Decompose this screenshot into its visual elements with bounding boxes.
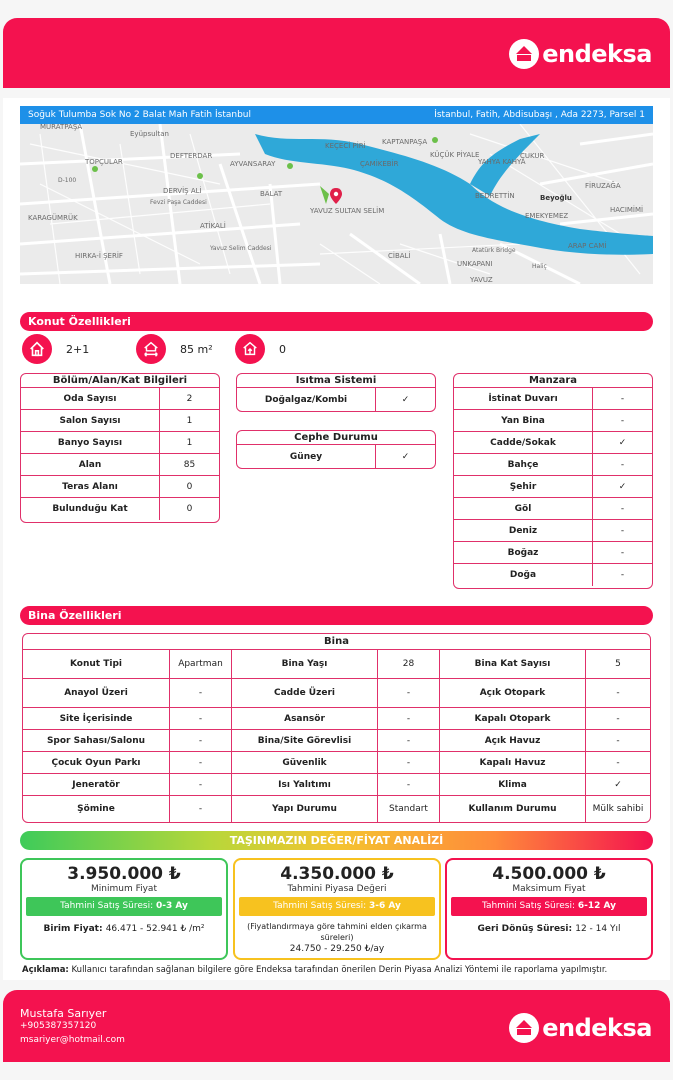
map-label: Fevzi Paşa Caddesi (150, 199, 207, 206)
table-row (454, 454, 652, 476)
table-row (454, 520, 652, 542)
table-row (454, 542, 652, 564)
table-row (237, 388, 435, 411)
cell-value: Standart (378, 796, 440, 822)
konut-section-title: Konut Özellikleri (20, 312, 653, 331)
cell-key: Cadde Üzeri (232, 679, 378, 707)
market-price-box (233, 858, 441, 960)
map-label: Beyoğlu (540, 194, 572, 202)
row-key: Doğa (454, 564, 593, 586)
map-label: Yavuz Selim Caddesi (210, 245, 272, 252)
row-key: Bahçe (454, 454, 593, 475)
row-value: - (620, 525, 625, 536)
cell-key: Çocuk Oyun Parkı (23, 752, 170, 773)
table-row (23, 708, 650, 730)
cell-value: - (170, 730, 232, 751)
endeksa-logo-footer (509, 1013, 652, 1043)
cell-value: - (170, 796, 232, 822)
check-icon: ✓ (401, 451, 410, 462)
cell-key: Bina Kat Sayısı (440, 650, 586, 678)
area-value: 85 m² (180, 342, 213, 356)
row-value: 85 (183, 459, 196, 470)
manzara-title: Manzara (454, 374, 652, 388)
map-label: Atatürk Bridge (472, 247, 516, 254)
address-text: Soğuk Tulumba Sok No 2 Balat Mah Fatih İstanbul (28, 110, 251, 120)
market-price-label: Tahmini Piyasa Değeri (287, 884, 387, 894)
row-key: Şehir (454, 476, 593, 497)
cell-value: 28 (378, 650, 440, 678)
map-label: CİBALİ (388, 252, 411, 260)
cell-key: Spor Sahası/Salonu (23, 730, 170, 751)
map-label: Haliç (532, 263, 547, 270)
cell-value: Apartman (170, 650, 232, 678)
row-value: - (620, 415, 625, 426)
map-label: ÇAMİKEBİR (360, 160, 399, 168)
agent-email[interactable]: msariyer@hotmail.com (20, 1035, 125, 1045)
map-label: AYVANSARAY (230, 160, 276, 168)
table-row (23, 774, 650, 796)
cell-key: Bina/Site Görevlisi (232, 730, 378, 751)
bina-table (22, 633, 651, 823)
map-label: YAHYA KAHYA (478, 158, 526, 166)
row-value: 1 (186, 415, 193, 426)
cell-key: Yapı Durumu (232, 796, 378, 822)
agent-name: Mustafa Sarıyer (20, 1007, 107, 1020)
row-key: Teras Alanı (21, 476, 160, 497)
market-sale-duration: Tahmini Satış Süresi: 3-6 Ay (239, 897, 435, 916)
table-row (21, 498, 219, 520)
map-label: FİRUZAĞA (585, 182, 621, 190)
table-row (23, 679, 650, 708)
map-label: KEÇECİ PİRİ (325, 142, 366, 150)
map-label: KÜÇÜK PİYALE (430, 151, 480, 159)
row-key: Boğaz (454, 542, 593, 563)
cell-value: - (616, 757, 620, 768)
map-label: Eyüpsultan (130, 130, 169, 138)
cell-value: - (616, 735, 620, 746)
cell-key: Kapalı Otopark (440, 708, 586, 729)
min-price-label: Minimum Fiyat (91, 884, 157, 894)
min-sale-duration: Tahmini Satış Süresi: 0-3 Ay (26, 897, 222, 916)
table-row (454, 498, 652, 520)
table-row (23, 752, 650, 774)
max-sale-duration: Tahmini Satış Süresi: 6-12 Ay (451, 897, 647, 916)
row-key: Salon Sayısı (21, 410, 160, 431)
cell-key: Anayol Üzeri (23, 679, 170, 707)
endeksa-logo (509, 39, 652, 69)
map-label: TOPÇULAR (85, 158, 123, 166)
cell-key: Açık Havuz (440, 730, 586, 751)
disclaimer: Açıklama: Kullanıcı tarafından sağlanan bilgilere göre Endeksa tarafından önerilen Derin Piyasa Analizi Yöntemi ile raporlama yapılmıştır. (22, 965, 608, 975)
room-count: 2+1 (66, 342, 90, 356)
cell-key: Isı Yalıtımı (232, 774, 378, 795)
row-key: İstinat Duvarı (454, 388, 593, 409)
bina-title: Bina (23, 634, 650, 650)
unit-price: Birim Fiyat: 46.471 - 52.941 ₺ /m² (43, 924, 205, 934)
disposal-note: (Fiyatlandırmaya göre tahmini elden çıkarma süreleri) (247, 922, 427, 942)
agent-phone[interactable]: +905387357120 (20, 1021, 97, 1031)
cell-value: 5 (615, 659, 621, 669)
building-age: 0 (279, 342, 286, 356)
row-value: - (620, 503, 625, 514)
cell-key: Bina Yaşı (232, 650, 378, 678)
table-row (21, 476, 219, 498)
cell-value: - (378, 752, 440, 773)
parcel-text: İstanbul, Fatih, Abdisubaşı , Ada 2273, Parsel 1 (434, 110, 645, 120)
map-label: YAVUZ (470, 276, 493, 284)
cell-value: - (170, 774, 232, 795)
table-row (454, 410, 652, 432)
table-row (21, 432, 219, 454)
table-row (21, 410, 219, 432)
map-label: YAVUZ SULTAN SELİM (310, 207, 385, 215)
cell-value: - (378, 679, 440, 707)
table-row (21, 388, 219, 410)
cell-value: - (378, 708, 440, 729)
cell-value: - (616, 688, 620, 698)
cell-value: Mülk sahibi (592, 804, 644, 814)
location-map[interactable] (20, 124, 653, 284)
cephe-title: Cephe Durumu (237, 431, 435, 445)
header-banner (3, 18, 670, 88)
max-price-value: 4.500.000 ₺ (492, 864, 606, 884)
analysis-title: TAŞINMAZIN DEĞER/FİYAT ANALİZİ (20, 831, 653, 850)
row-value: 1 (186, 437, 193, 448)
cell-key: Kapalı Havuz (440, 752, 586, 773)
map-label: DEFTERDAR (170, 152, 213, 160)
table-row (454, 564, 652, 586)
isitma-title: Isıtma Sistemi (237, 374, 435, 388)
konut-features (22, 334, 286, 364)
area-icon (136, 334, 166, 364)
map-label: MURATPAŞA (40, 124, 83, 131)
map-label: EMEKYEMEZ (525, 212, 569, 220)
map-label: ATİKALİ (200, 222, 226, 230)
map-label: BEDRETTİN (475, 192, 515, 200)
row-key: Bulunduğu Kat (21, 498, 160, 520)
rent-range: 24.750 - 29.250 ₺/ay (289, 944, 385, 954)
cell-key: Konut Tipi (23, 650, 170, 678)
map-label: ARAP CAMİ (568, 242, 607, 250)
cell-key: Kullanım Durumu (440, 796, 586, 822)
map-canvas (20, 124, 653, 284)
bolum-title: Bölüm/Alan/Kat Bilgileri (21, 374, 219, 388)
row-key: Yan Bina (454, 410, 593, 431)
manzara-table (453, 373, 653, 589)
table-row (21, 454, 219, 476)
cell-key: Şömine (23, 796, 170, 822)
row-value: 2 (186, 393, 193, 404)
map-label: KARAGÜMRÜK (28, 214, 78, 222)
cell-value: - (170, 708, 232, 729)
row-value: - (620, 570, 625, 580)
min-price-value: 3.950.000 ₺ (67, 864, 181, 884)
table-row (23, 796, 650, 822)
map-label: D-100 (58, 177, 77, 184)
map-label: DERVİŞ ALİ (163, 187, 202, 195)
cell-key: Asansör (232, 708, 378, 729)
row-value: 0 (186, 504, 193, 514)
row-key: Güney (237, 445, 376, 468)
row-key: Banyo Sayısı (21, 432, 160, 453)
row-value: ✓ (618, 481, 627, 492)
logo-house-icon (509, 1013, 539, 1043)
table-row (454, 388, 652, 410)
row-value: 0 (186, 481, 193, 492)
table-row (454, 432, 652, 454)
map-label: UNKAPANI (457, 260, 493, 268)
age-icon (235, 334, 265, 364)
max-price-box (445, 858, 653, 960)
brand-name: endeksa (542, 1014, 652, 1042)
report-body (3, 98, 670, 980)
min-price-box (20, 858, 228, 960)
cell-value: - (170, 752, 232, 773)
map-label: HACIMİMİ (610, 206, 644, 214)
location-bar (20, 106, 653, 124)
map-label: BALAT (260, 190, 283, 198)
table-row (454, 476, 652, 498)
brand-name: endeksa (542, 40, 652, 68)
footer-banner (3, 990, 670, 1062)
map-label: KAPTANPAŞA (382, 138, 428, 146)
map-label: ÇUKUR (520, 152, 545, 160)
cell-key: Açık Otopark (440, 679, 586, 707)
row-value: ✓ (618, 437, 627, 448)
market-price-value: 4.350.000 ₺ (280, 864, 394, 884)
row-key: Deniz (454, 520, 593, 541)
cell-key: Site İçerisinde (23, 708, 170, 729)
check-icon: ✓ (401, 394, 410, 405)
house-icon (22, 334, 52, 364)
cell-value: - (378, 774, 440, 795)
max-price-label: Maksimum Fiyat (512, 884, 586, 894)
table-row (23, 650, 650, 679)
table-row (237, 445, 435, 468)
cell-value: - (378, 730, 440, 751)
row-value: - (620, 459, 625, 470)
row-key: Alan (21, 454, 160, 475)
row-key: Cadde/Sokak (454, 432, 593, 453)
row-key: Oda Sayısı (21, 388, 160, 409)
table-row (23, 730, 650, 752)
bolum-table (20, 373, 220, 523)
row-key: Doğalgaz/Kombi (237, 388, 376, 411)
map-label: HIRKA-İ ŞERİF (75, 252, 123, 260)
payback-period: Geri Dönüş Süresi: 12 - 14 Yıl (477, 924, 621, 934)
row-key: Göl (454, 498, 593, 519)
cell-key: Jeneratör (23, 774, 170, 795)
cell-value: - (170, 679, 232, 707)
cell-value: ✓ (614, 779, 622, 790)
bina-section-title: Bina Özellikleri (20, 606, 653, 625)
isitma-table (236, 373, 436, 412)
row-value: - (620, 393, 625, 404)
logo-house-icon (509, 39, 539, 69)
row-value: - (620, 547, 625, 558)
cell-key: Güvenlik (232, 752, 378, 773)
cell-key: Klima (440, 774, 586, 795)
cell-value: - (616, 713, 620, 724)
cephe-table (236, 430, 436, 469)
